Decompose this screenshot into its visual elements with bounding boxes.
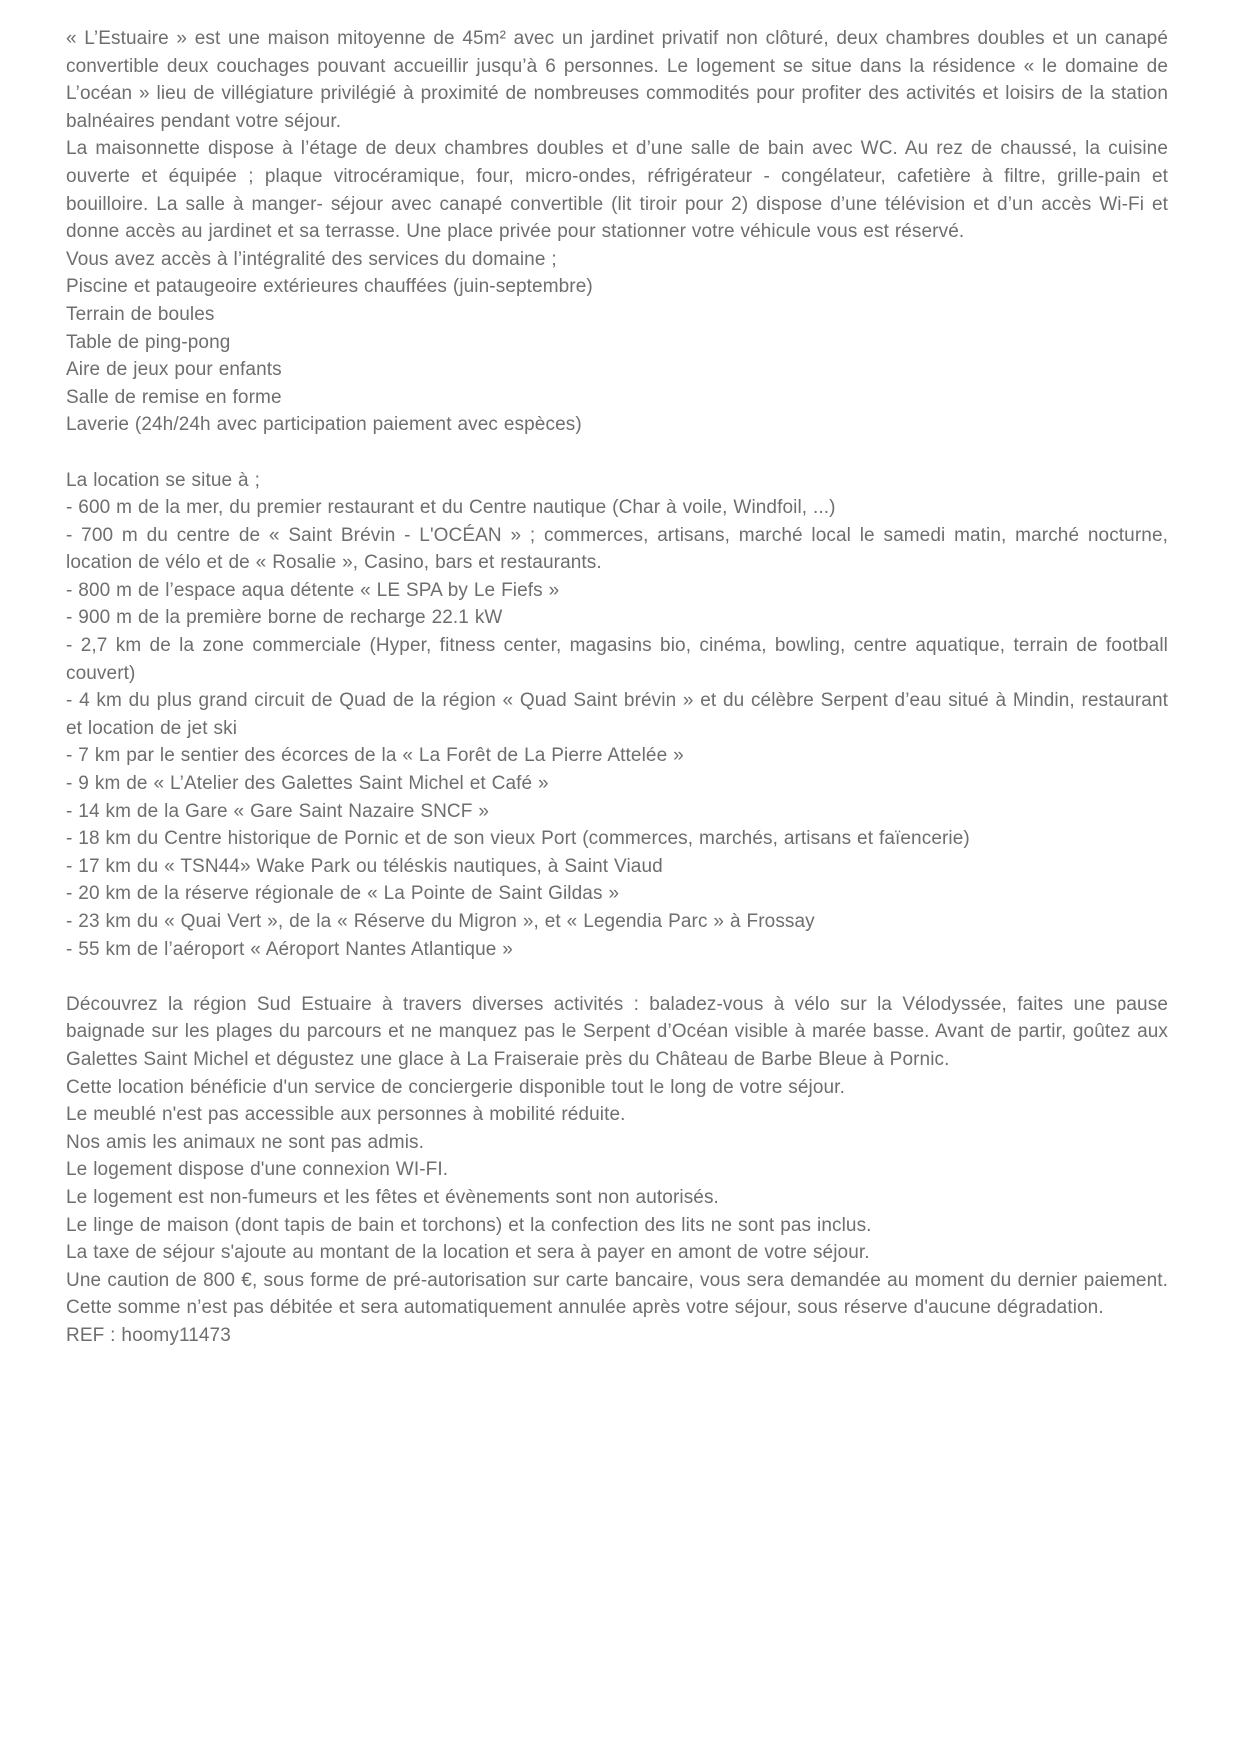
description-paragraph: Le linge de maison (dont tapis de bain et torchons) et la confection des lits ne sont pas inclus.: [66, 1214, 872, 1236]
description-paragraph: Le logement est non-fumeurs et les fêtes et évènements sont non autorisés.: [66, 1186, 719, 1208]
description-paragraph: Salle de remise en forme: [66, 386, 282, 408]
description-paragraph: Nos amis les animaux ne sont pas admis.: [66, 1131, 424, 1153]
description-paragraph: Aire de jeux pour enfants: [66, 359, 282, 381]
description-paragraph: Vous avez accès à l’intégralité des services du domaine ;: [66, 248, 557, 270]
description-paragraph: - 9 km de « L’Atelier des Galettes Saint Michel et Café »: [66, 773, 549, 795]
description-paragraph: Le meublé n'est pas accessible aux personnes à mobilité réduite.: [66, 1104, 626, 1126]
description-paragraph: - 2,7 km de la zone commerciale (Hyper, fitness center, magasins bio, cinéma, bowling, centre aquatique, terrain de football couvert): [66, 635, 1168, 684]
description-paragraph: - 4 km du plus grand circuit de Quad de la région « Quad Saint brévin » et du célèbre Serpent d’eau situé à Mindin, restaurant et location de jet ski: [66, 690, 1168, 739]
description-paragraph: Laverie (24h/24h avec participation paiement avec espèces): [66, 414, 582, 436]
description-paragraph: Cette location bénéficie d'un service de conciergerie disponible tout le long de votre séjour.: [66, 1076, 845, 1098]
description-paragraph: - 700 m du centre de « Saint Brévin - L'OCÉAN » ; commerces, artisans, marché local le samedi matin, marché nocturne, location de vélo et de « Rosalie », Casino, bars et restaurants.: [66, 524, 1168, 574]
description-paragraph: - 900 m de la première borne de recharge 22.1 kW: [66, 607, 503, 629]
description-paragraph: - 20 km de la réserve régionale de « La Pointe de Saint Gildas »: [66, 883, 620, 905]
description-paragraph: - 23 km du « Quai Vert », de la « Réserve du Migron », et « Legendia Parc » à Frossay: [66, 911, 815, 932]
description-paragraph: - 55 km de l’aéroport « Aéroport Nantes Atlantique »: [66, 938, 513, 960]
description-paragraph: - 17 km du « TSN44» Wake Park ou téléskis nautiques, à Saint Viaud: [66, 855, 663, 877]
description-paragraph: Le logement dispose d'une connexion WI-FI.: [66, 1159, 449, 1181]
description-paragraph: - 18 km du Centre historique de Pornic et de son vieux Port (commerces, marchés, artisans et faïencerie): [66, 828, 970, 850]
description-paragraph: La location se situe à ;: [66, 469, 260, 491]
description-paragraph: Table de ping-pong: [66, 331, 231, 353]
description-paragraph: Une caution de 800 €, sous forme de pré-autorisation sur carte bancaire, vous sera demandée au moment du dernier paiement. Cette somme n’est pas débitée et sera automatiquement annulée après votre séjour, sous réserve d'aucune dégradation.: [66, 1269, 1168, 1319]
description-paragraphs: [66, 25, 1168, 1350]
description-paragraph: « L’Estuaire » est une maison mitoyenne de 45m² avec un jardinet privatif non clôturé, deux chambres doubles et un canapé convertible deux couchages pouvant accueillir jusqu’à 6 personnes. Le logement se situe dans la résidence « le domaine de L’océan » lieu de villégiature privilégié à proximité de nombreuses commodités pour profiter des activités et loisirs de la station balnéaires pendant votre séjour.: [66, 28, 1168, 132]
blank-line: [66, 439, 1168, 467]
description-paragraph: - 600 m de la mer, du premier restaurant et du Centre nautique (Char à voile, Windfoil, ...): [66, 497, 836, 519]
reference-line: REF : hoomy11473: [66, 1324, 231, 1346]
description-paragraph: Découvrez la région Sud Estuaire à travers diverses activités : baladez-vous à vélo sur la Vélodyssée, faites une pause baignade sur les plages du parcours et ne manquez pas le Serpent d’Océan visible à marée basse. Avant de partir, goûtez aux Galettes Saint Michel et dégustez une glace à La Fraiseraie près du Château de Barbe Bleue à Pornic.: [66, 993, 1168, 1070]
description-paragraph: La maisonnette dispose à l’étage de deux chambres doubles et d’une salle de bain avec WC. Au rez de chaussé, la cuisine ouverte et équipée ; plaque vitrocéramique, four, micro-ondes, réfrigérateur - congélateur, cafetière à filtre, grille-pain et bouilloire. La salle à manger- séjour avec canapé convertible (lit tiroir pour 2) dispose d’une télévision et d’un accès Wi-Fi et donne accès au jardinet et sa terrasse. Une place privée pour stationner votre véhicule vous est réservé.: [66, 138, 1168, 243]
description-paragraph: Terrain de boules: [66, 303, 215, 325]
description-paragraph: La taxe de séjour s'ajoute au montant de la location et sera à payer en amont de votre séjour.: [66, 1242, 870, 1264]
blank-line: [66, 963, 1168, 991]
description-paragraph: Piscine et pataugeoire extérieures chauffées (juin-septembre): [66, 276, 593, 298]
description-paragraph: - 800 m de l’espace aqua détente « LE SPA by Le Fiefs »: [66, 579, 560, 601]
description-paragraph: - 7 km par le sentier des écorces de la « La Forêt de La Pierre Attelée »: [66, 745, 684, 767]
description-paragraph: - 14 km de la Gare « Gare Saint Nazaire SNCF »: [66, 800, 489, 822]
